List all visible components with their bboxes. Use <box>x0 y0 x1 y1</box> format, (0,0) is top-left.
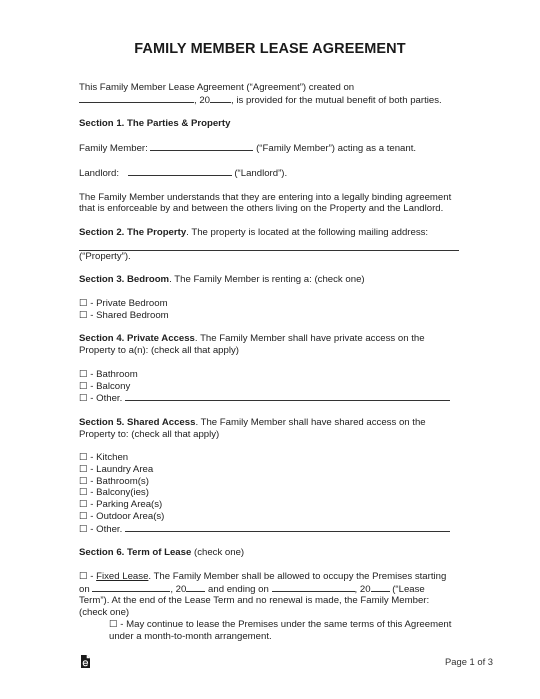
end-year-blank[interactable] <box>371 583 390 592</box>
family-member-blank[interactable] <box>150 142 253 151</box>
section-6-heading: Section 6. Term of Lease <box>79 547 192 559</box>
private-access-options <box>79 369 461 405</box>
checkbox-fixed-lease[interactable]: ☐ - <box>79 570 97 582</box>
intro-line-1: This Family Member Lease Agreement (“Agreement”) created on <box>79 82 355 93</box>
landlord-line: Landlord: (“Landlord”). <box>79 167 288 179</box>
property-address-blank[interactable] <box>79 239 459 251</box>
checkbox-shared-bedroom[interactable]: ☐ - Shared Bedroom <box>79 309 169 321</box>
section-4-heading: Section 4. Private Access <box>79 333 195 345</box>
section-6: Section 6. Term of Lease (check one) <box>79 547 245 559</box>
fixed-lease-option: ☐ - Fixed Lease. The Family Member shall be allowed to occupy the Premises starting on , 20 and ending on , 20 (“Lease Term”). At the end of the Lease Term and no renewal is made, the Family Member: (check one) ☐ - May continue to lease the Premises under the same terms of this Agreement under a month-to-month arrangement. <box>79 571 461 642</box>
checkbox-bathrooms[interactable]: ☐ - Bathroom(s) <box>79 475 149 487</box>
section-1-heading: Section 1. The Parties & Property <box>79 118 231 130</box>
year-blank[interactable] <box>210 94 231 103</box>
property-suffix: (“Property”). <box>79 250 131 262</box>
checkbox-parking-areas[interactable]: ☐ - Parking Area(s) <box>79 499 163 511</box>
section-3-heading: Section 3. Bedroom <box>79 274 170 286</box>
document-title: FAMILY MEMBER LEASE AGREEMENT <box>134 41 406 57</box>
checkbox-kitchen[interactable]: ☐ - Kitchen <box>79 452 129 464</box>
section-5-heading: Section 5. Shared Access <box>79 416 196 428</box>
section-2: Section 2. The Property. The property is located at the following mailing address: (“Property”). <box>79 227 461 262</box>
section-3: Section 3. Bedroom. The Family Member is renting a: (check one) <box>79 274 365 286</box>
section-1-paragraph: The Family Member understands that they are entering into a legally binding agreement that is enforceable by and between the others living on the Property and the Landlord. <box>79 191 452 215</box>
checkbox-private-bedroom[interactable]: ☐ - Private Bedroom <box>79 298 168 310</box>
checkbox-balconies[interactable]: ☐ - Balcony(ies) <box>79 487 149 499</box>
shared-other-blank[interactable] <box>125 523 450 532</box>
private-other-blank[interactable] <box>125 392 450 401</box>
shared-access-options <box>79 452 461 535</box>
section-2-heading: Section 2. The Property <box>79 226 187 238</box>
checkbox-balcony[interactable]: ☐ - Balcony <box>79 380 131 392</box>
eforms-logo-icon <box>80 654 91 669</box>
section-4: Section 4. Private Access. The Family Member shall have private access on the Property to a(n): (check all that apply) <box>79 333 425 357</box>
landlord-blank[interactable] <box>128 167 232 176</box>
page-footer <box>0 654 540 674</box>
intro-paragraph <box>79 82 461 106</box>
end-date-blank[interactable] <box>272 583 355 592</box>
page-number: Page 1 of 3 <box>445 656 493 667</box>
date-blank[interactable] <box>79 94 194 103</box>
checkbox-shared-other[interactable]: ☐ - Other. <box>79 523 461 536</box>
checkbox-outdoor-areas[interactable]: ☐ - Outdoor Area(s) <box>79 510 165 522</box>
checkbox-laundry-area[interactable]: ☐ - Laundry Area <box>79 464 154 476</box>
bedroom-options <box>79 298 461 321</box>
intro-line-2: , 20 , is provided for the mutual benefit of both parties. <box>79 94 461 107</box>
section-5: Section 5. Shared Access. The Family Member shall have shared access on the Property to: (check all that apply) <box>79 416 426 440</box>
start-date-blank[interactable] <box>92 583 170 592</box>
checkbox-month-to-month[interactable]: ☐ - May continue to lease the Premises under the same terms of this Agreement under a month-to-month arrangement. <box>109 618 452 642</box>
family-member-line: Family Member: (“Family Member”) acting as a tenant. <box>79 143 417 155</box>
document-body <box>79 82 461 642</box>
start-year-blank[interactable] <box>186 583 205 592</box>
checkbox-bathroom[interactable]: ☐ - Bathroom <box>79 368 138 380</box>
checkbox-private-other[interactable]: ☐ - Other. <box>79 392 461 405</box>
fixed-lease-label: Fixed Lease <box>96 570 149 582</box>
